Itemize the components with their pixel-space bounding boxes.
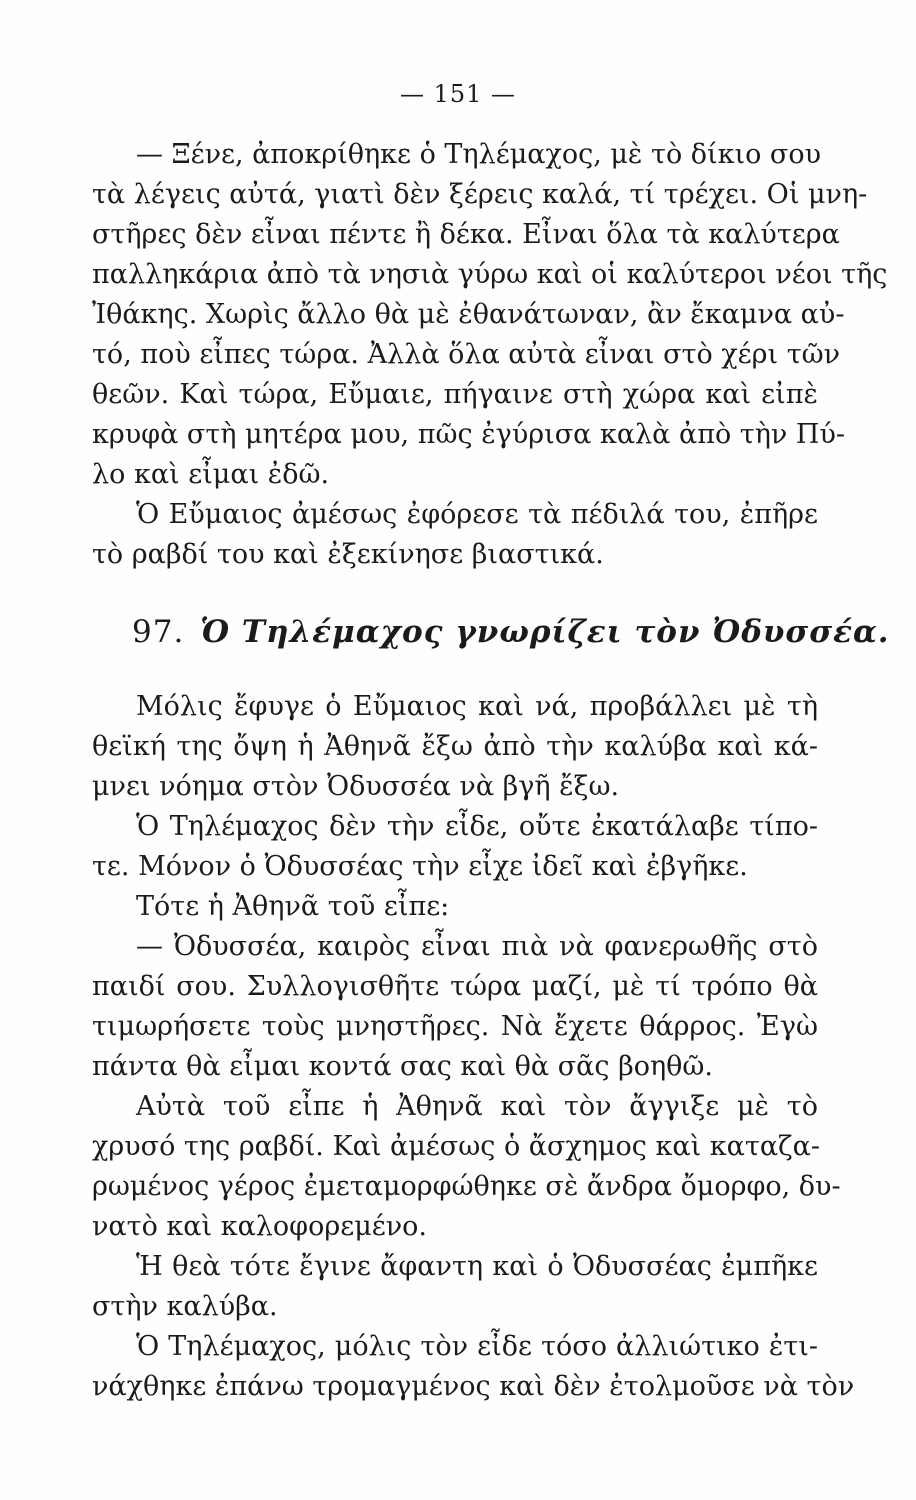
text-line: τιμωρήσετε τοὺς μνηστῆρες. Νὰ ἔχετε θάρρος. Ἐγὼ [92, 1011, 818, 1042]
text-line: νατὸ καὶ καλοφορεμένο. [92, 1211, 427, 1242]
text-line: λο καὶ εἶμαι ἐδῶ. [92, 459, 330, 490]
text-line: Τότε ἡ Ἀθηνᾶ τοῦ εἶπε: [136, 891, 450, 922]
section-title: Ὁ Τηλέμαχος γνωρίζει τὸν Ὀδυσσέα. [200, 614, 890, 650]
text-line: — Ξένε, ἀποκρίθηκε ὁ Τηλέμαχος, μὲ τὸ δίκιο σου [136, 139, 822, 170]
text-line: Ὁ Τηλέμαχος δὲν τὴν εἶδε, οὔτε ἐκατάλαβε τίπο- [136, 811, 818, 842]
text-line: Ἡ θεὰ τότε ἔγινε ἄφαντη καὶ ὁ Ὀδυσσέας ἐμπῆκε [136, 1251, 818, 1282]
text-line: τὸ ραβδί του καὶ ἐξεκίνησε βιαστικά. [92, 539, 604, 570]
page-number: — 151 — [399, 80, 517, 108]
text-line: χρυσό της ραβδί. Καὶ ἀμέσως ὁ ἄσχημος καὶ καταζα- [92, 1131, 821, 1162]
section-heading [132, 614, 890, 650]
text-line: ρωμένος γέρος ἐμεταμορφώθηκε σὲ ἄνδρα ὄμορφο, δυ- [92, 1171, 841, 1202]
section-number: 97. [132, 614, 185, 650]
text-line: τὰ λέγεις αὐτά, γιατὶ δὲν ξέρεις καλά, τί τρέχει. Οἱ μνη- [92, 179, 868, 210]
text-line: στῆρες δὲν εἶναι πέντε ἢ δέκα. Εἶναι ὅλα τὰ καλύτερα [92, 219, 840, 250]
text-line: τε. Μόνον ὁ Ὀδυσσέας τὴν εἶχε ἰδεῖ καὶ ἐβγῆκε. [92, 851, 748, 882]
text-line: νάχθηκε ἐπάνω τρομαγμένος καὶ δὲν ἐτολμοῦσε νὰ τὸν [92, 1371, 855, 1402]
text-line: πάντα θὰ εἶμαι κοντά σας καὶ θὰ σᾶς βοηθῶ. [92, 1051, 714, 1082]
text-line: στὴν καλύβα. [92, 1291, 278, 1322]
text-line: — Ὀδυσσέα, καιρὸς εἶναι πιὰ νὰ φανερωθῆς στὸ [136, 931, 818, 962]
text-line: παλληκάρια ἀπὸ τὰ νησιὰ γύρω καὶ οἱ καλύτεροι νέοι τῆς [92, 259, 888, 290]
text-line: θεῶν. Καὶ τώρα, Εὔμαιε, πήγαινε στὴ χώρα καὶ εἰπὲ [92, 379, 818, 410]
text-line: Ὁ Τηλέμαχος, μόλις τὸν εἶδε τόσο ἀλλιώτικο ἐτι- [136, 1331, 818, 1362]
text-line: τό, ποὺ εἶπες τώρα. Ἀλλὰ ὅλα αὐτὰ εἶναι στὸ χέρι τῶν [92, 339, 841, 370]
text-line: θεϊκή της ὄψη ἡ Ἀθηνᾶ ἔξω ἀπὸ τὴν καλύβα καὶ κά- [92, 731, 818, 762]
text-line: Ὁ Εὔμαιος ἀμέσως ἐφόρεσε τὰ πέδιλά του, ἐπῆρε [136, 499, 818, 530]
text-line: Μόλις ἔφυγε ὁ Εὔμαιος καὶ νά, προβάλλει μὲ τὴ [136, 691, 818, 722]
text-line: Ἰθάκης. Χωρὶς ἄλλο θὰ μὲ ἐθανάτωναν, ἂν ἔκαμνα αὐ- [92, 299, 845, 330]
text-line: παιδί σου. Συλλογισθῆτε τώρα μαζί, μὲ τί τρόπο θὰ [92, 971, 818, 1002]
text-line: μνει νόημα στὸν Ὀδυσσέα νὰ βγῆ ἔξω. [92, 771, 620, 802]
text-line: Αὐτὰ τοῦ εἶπε ἡ Ἀθηνᾶ καὶ τὸν ἄγγιξε μὲ τὸ [136, 1091, 818, 1122]
text-line: κρυφὰ στὴ μητέρα μου, πῶς ἐγύρισα καλὰ ἀπὸ τὴν Πύ- [92, 419, 845, 450]
